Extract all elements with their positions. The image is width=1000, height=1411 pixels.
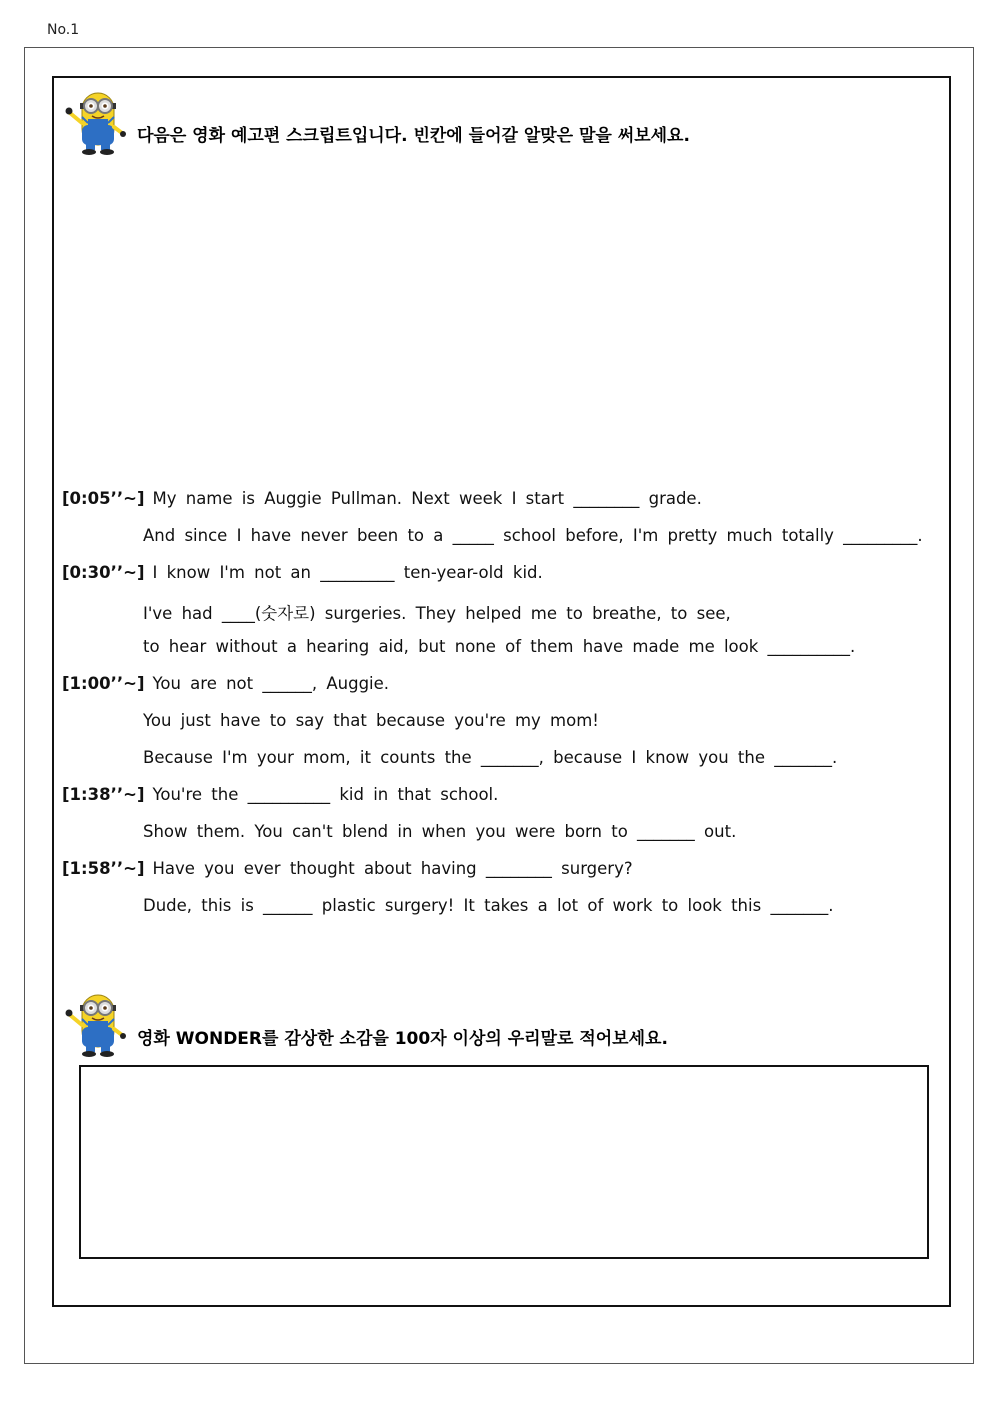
line-text: Because I'm your mom, it counts the _______, because I know you the _______.: [143, 748, 838, 767]
timestamp: [0:30’’~]: [62, 563, 145, 582]
timestamp: [0:05’’~]: [62, 489, 145, 508]
answer-box[interactable]: [79, 1065, 929, 1259]
script-line: [62, 859, 633, 878]
line-text: And since I have never been to a _____ school before, I'm pretty much totally _________.: [143, 526, 923, 545]
line-text: I've had ____(숫자로) surgeries. They helped me to breathe, to see,: [143, 604, 731, 623]
timestamp: [1:38’’~]: [62, 785, 145, 804]
line-text: You are not ______, Auggie.: [152, 674, 390, 693]
script-line: [62, 674, 389, 693]
script-line: [143, 526, 923, 545]
minion-icon: [62, 87, 134, 159]
script-line: [143, 637, 855, 656]
script-line: [143, 600, 731, 624]
line-text: You're the __________ kid in that school.: [152, 785, 499, 804]
minion-icon: [62, 989, 134, 1061]
timestamp: [1:00’’~]: [62, 674, 145, 693]
timestamp: [1:58’’~]: [62, 859, 145, 878]
line-text: Show them. You can't blend in when you were born to _______ out.: [143, 822, 737, 841]
section1-instruction: 다음은 영화 예고편 스크립트입니다. 빈칸에 들어갈 알맞은 말을 써보세요.: [137, 126, 690, 146]
script-line: [62, 785, 498, 804]
section2-instruction: 영화 WONDER를 감상한 소감을 100자 이상의 우리말로 적어보세요.: [137, 1029, 668, 1049]
script-line: [143, 711, 599, 730]
script-line: [62, 563, 543, 582]
line-text: I know I'm not an _________ ten-year-old kid.: [152, 563, 543, 582]
line-text: Dude, this is ______ plastic surgery! It takes a lot of work to look this _______.: [143, 896, 834, 915]
line-text: Have you ever thought about having ________ surgery?: [152, 859, 633, 878]
script-line: [143, 748, 837, 767]
script-line: [143, 822, 736, 841]
line-text: to hear without a hearing aid, but none of them have made me look __________.: [143, 637, 856, 656]
page-number: No.1: [47, 22, 80, 38]
script-line: [62, 489, 702, 508]
line-text: You just have to say that because you're my mom!: [143, 711, 599, 730]
script-line: [143, 896, 833, 915]
line-text: My name is Auggie Pullman. Next week I start ________ grade.: [152, 489, 702, 508]
